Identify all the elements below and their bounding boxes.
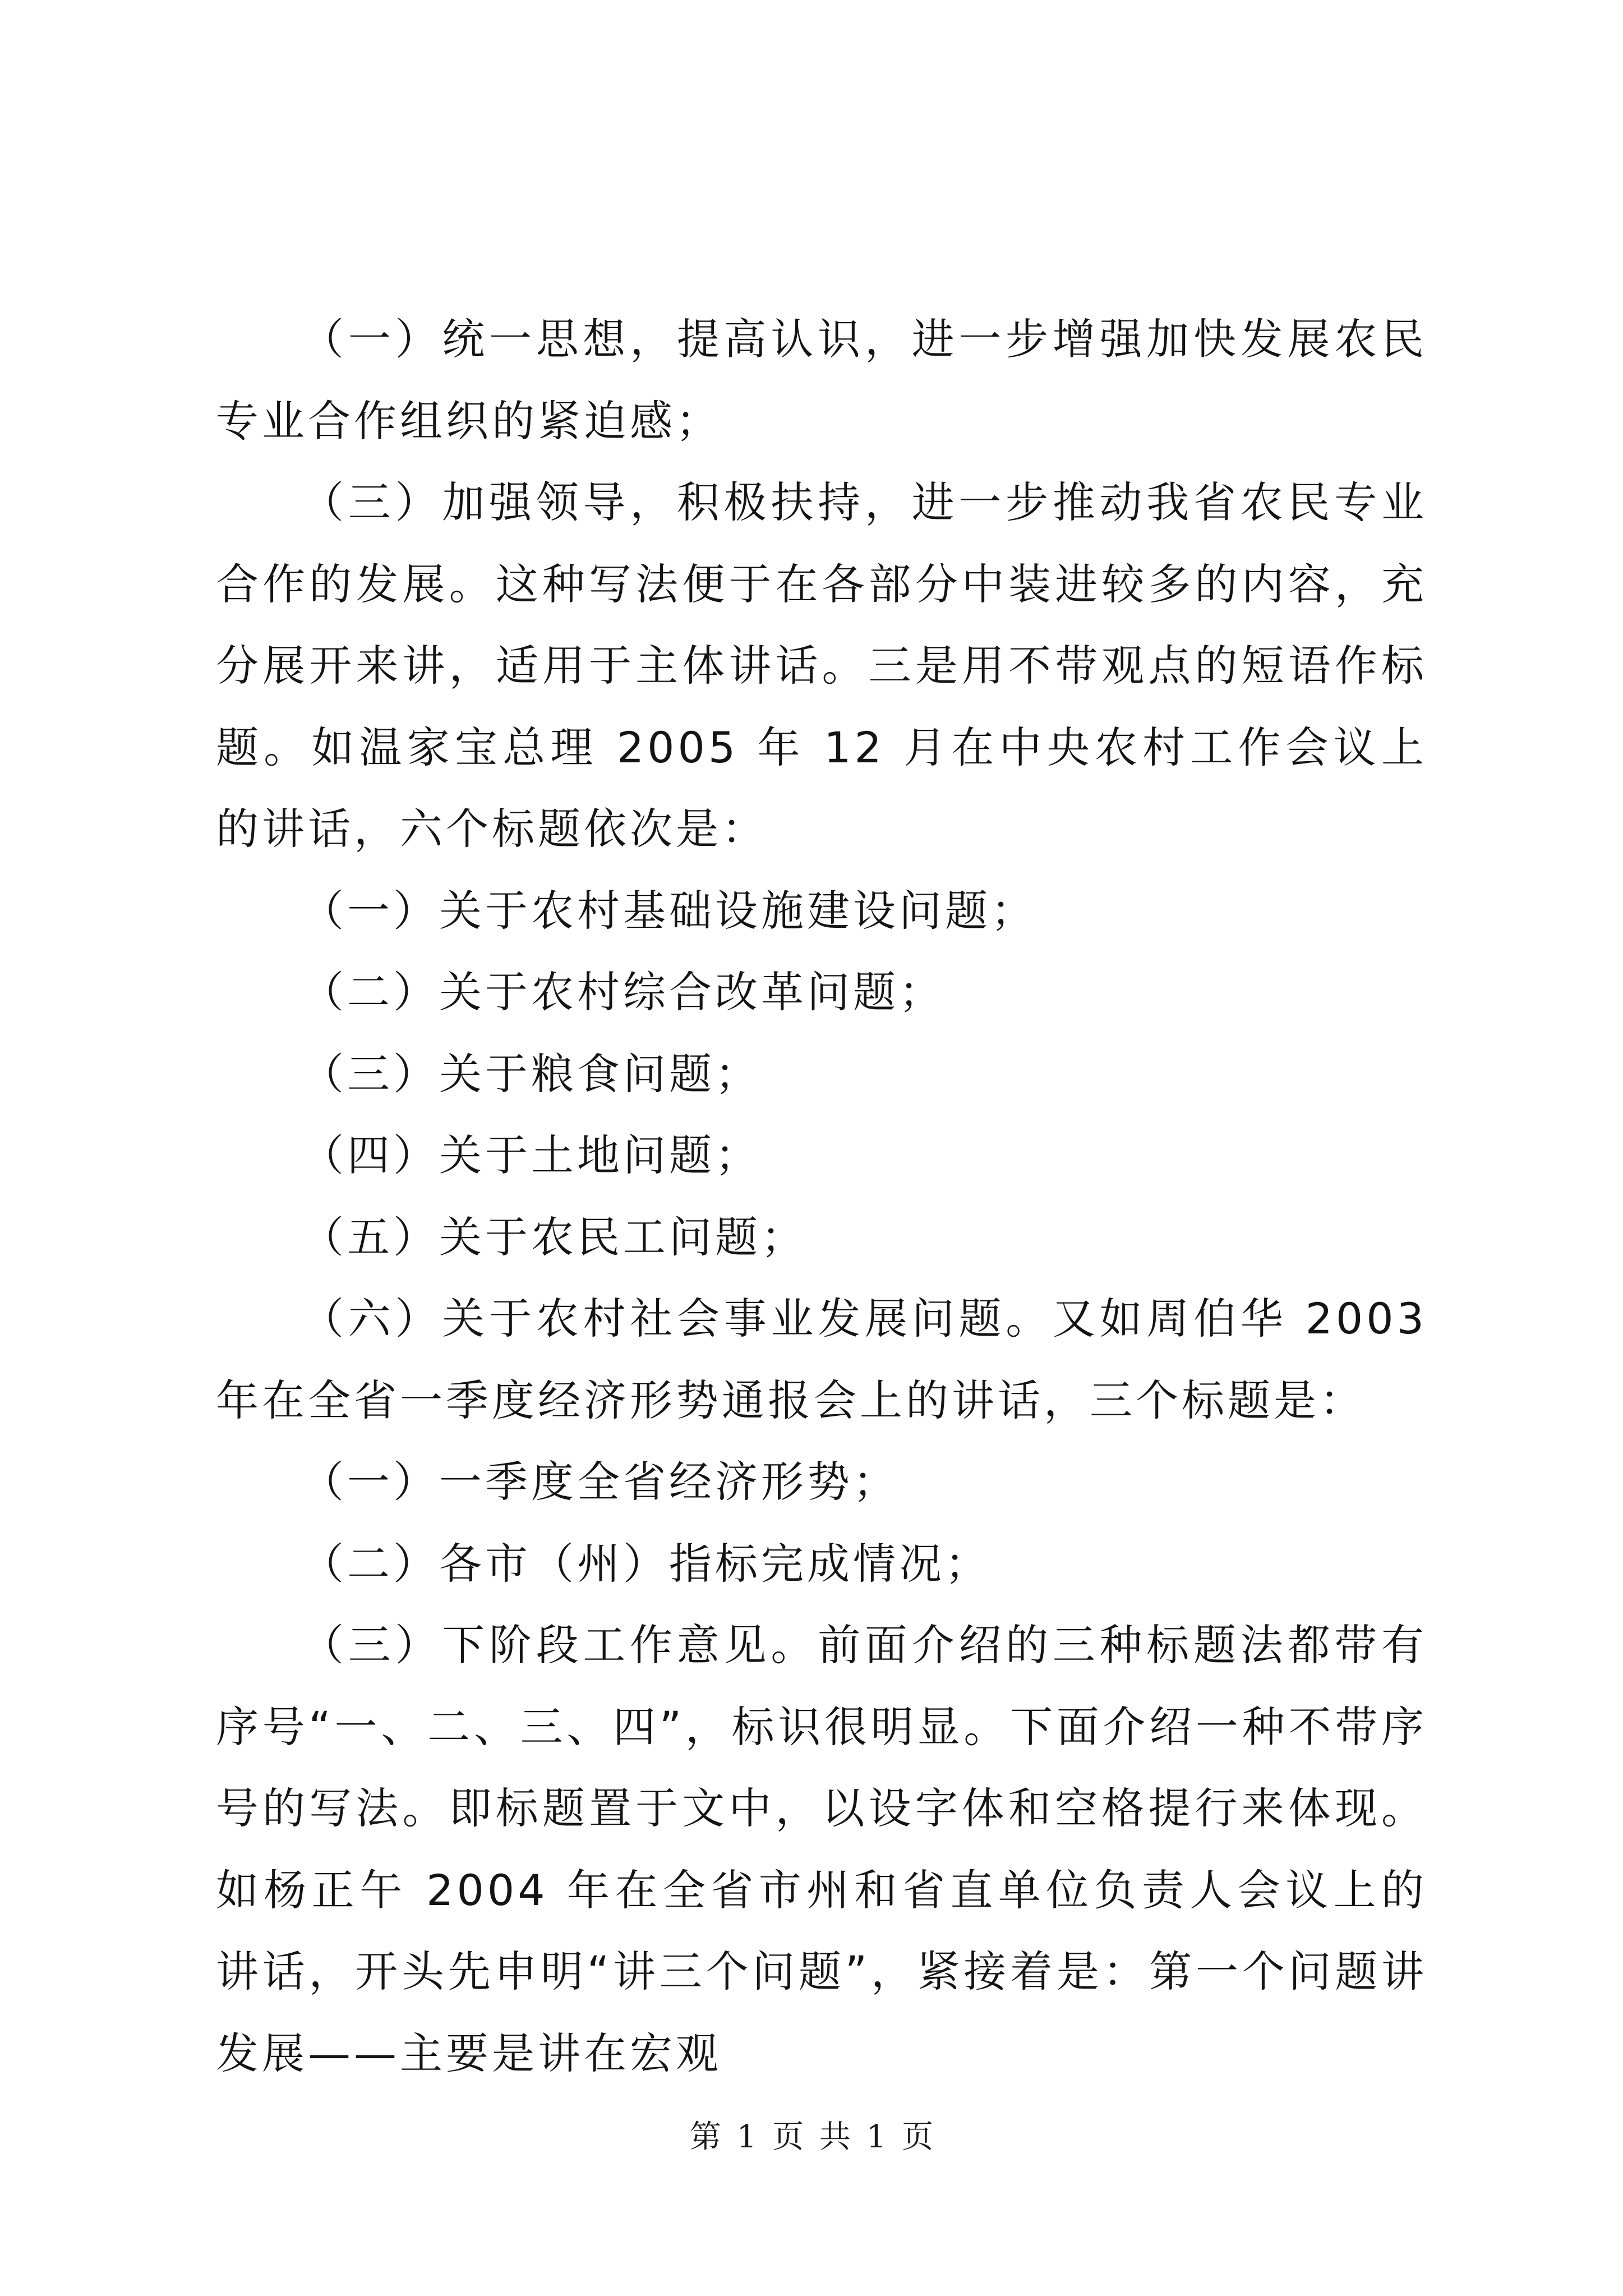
paragraph: （五）关于农民工问题； [301, 1212, 807, 1262]
page-number: 第 1 页 共 1 页 [689, 2119, 934, 2155]
paragraph: （一）统一思想，提高认识，进一步增强加快发展农民专业合作组织的紧迫感； [216, 314, 1427, 446]
paragraph: （三）关于粮食问题； [301, 1048, 761, 1099]
paragraph: （一）一季度全省经济形势； [301, 1457, 899, 1507]
paragraph: （二）各市（州）指标完成情况； [301, 1538, 991, 1589]
document-body [216, 298, 1427, 2094]
paragraph: （四）关于土地问题； [301, 1130, 761, 1180]
paragraph: （二）关于农村综合改革问题； [301, 967, 945, 1017]
page-footer [0, 2115, 1623, 2160]
paragraph: （三）加强领导，积极扶持，进一步推动我省农民专业合作的发展。这种写法便于在各部分中装进较多的内容，充分展开来讲，适用于主体讲话。三是用不带观点的短语作标题。如温家宝总理 2005 年 12 月在中央农村工作会议上的讲话，六个标题依次是： [216, 477, 1427, 854]
paragraph: （六）关于农村社会事业发展问题。又如周伯华 2003 年在全省一季度经济形势通报会上的讲话，三个标题是： [216, 1294, 1427, 1425]
paragraph: （三）下阶段工作意见。前面介绍的三种标题法都带有序号“一、二、三、四”，标识很明显。下面介绍一种不带序号的写法。即标题置于文中，以设字体和空格提行来体现。如杨正午 2004 年在全省市州和省直单位负责人会议上的讲话，开头先申明“讲三个问题”，紧接着是：第一个问题讲发展——主要是讲在宏观 [216, 1620, 1427, 2078]
paragraph: （一）关于农村基础设施建设问题； [301, 885, 1037, 936]
